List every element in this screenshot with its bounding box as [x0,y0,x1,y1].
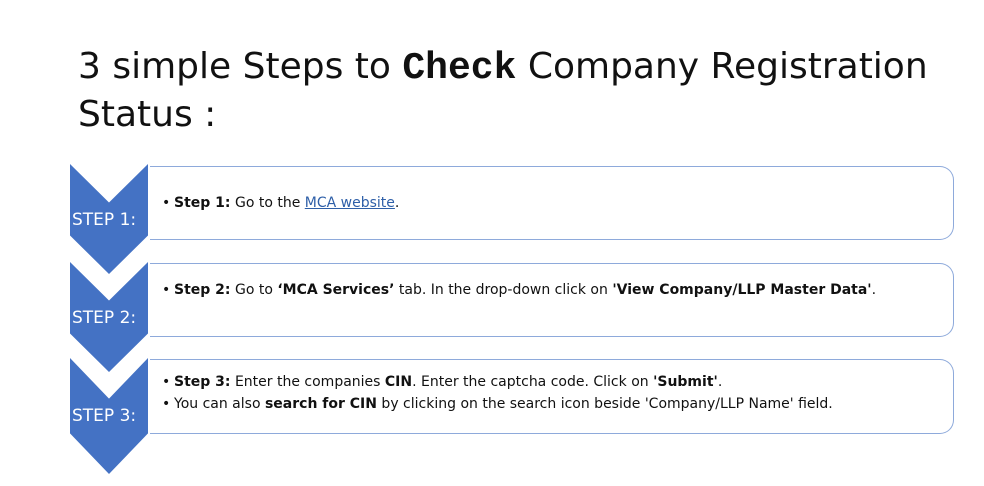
bullet-dot: • [162,195,171,211]
step-1-bullet [162,193,939,213]
step-3-bullet-1 [162,372,939,392]
step-1-box [150,166,954,240]
step-3-box [150,359,954,434]
bullet-dot: • [162,396,171,412]
bullet-text [174,193,399,213]
bold-text: Step 3: [174,374,231,390]
step-3-bullet-2 [162,394,939,414]
bullet-text [174,280,876,300]
text: tab. In the drop-down click on [394,282,613,298]
bold-text: CIN [384,374,413,390]
step-2-box [150,263,954,337]
bold-text: Step 2: [174,282,231,298]
bullet-dot: • [162,374,171,390]
bullet-dot: • [162,282,171,298]
text: by clicking on the search icon beside 'Company/LLP Name' field. [376,396,833,412]
text: . Enter the captcha code. Click on [412,374,654,390]
step-2-label: STEP 2: [72,308,137,328]
mca-website-link[interactable]: MCA website [304,195,395,211]
title-after: Company Registration Status : [78,46,928,135]
bullet-text [174,372,722,392]
bold-text: search for CIN [264,396,377,412]
text: Enter the companies [230,374,385,390]
text: Go to the [230,195,305,211]
text: . [394,195,400,211]
title-before: 3 simple Steps to [78,46,403,87]
title-accent: Check [402,47,517,90]
step-1-label: STEP 1: [72,210,137,230]
bullet-text [174,394,833,414]
bold-text: ‘MCA Services’ [277,282,395,298]
text: . [871,282,877,298]
text: . [717,374,723,390]
bold-text: Step 1: [174,195,231,211]
bold-text: 'Submit' [653,374,718,390]
page-title [78,44,938,138]
text: Go to [230,282,278,298]
text: You can also [174,396,265,412]
step-2-bullet [162,280,939,300]
bold-text: 'View Company/LLP Master Data' [612,282,872,298]
step-3-label: STEP 3: [72,406,137,426]
